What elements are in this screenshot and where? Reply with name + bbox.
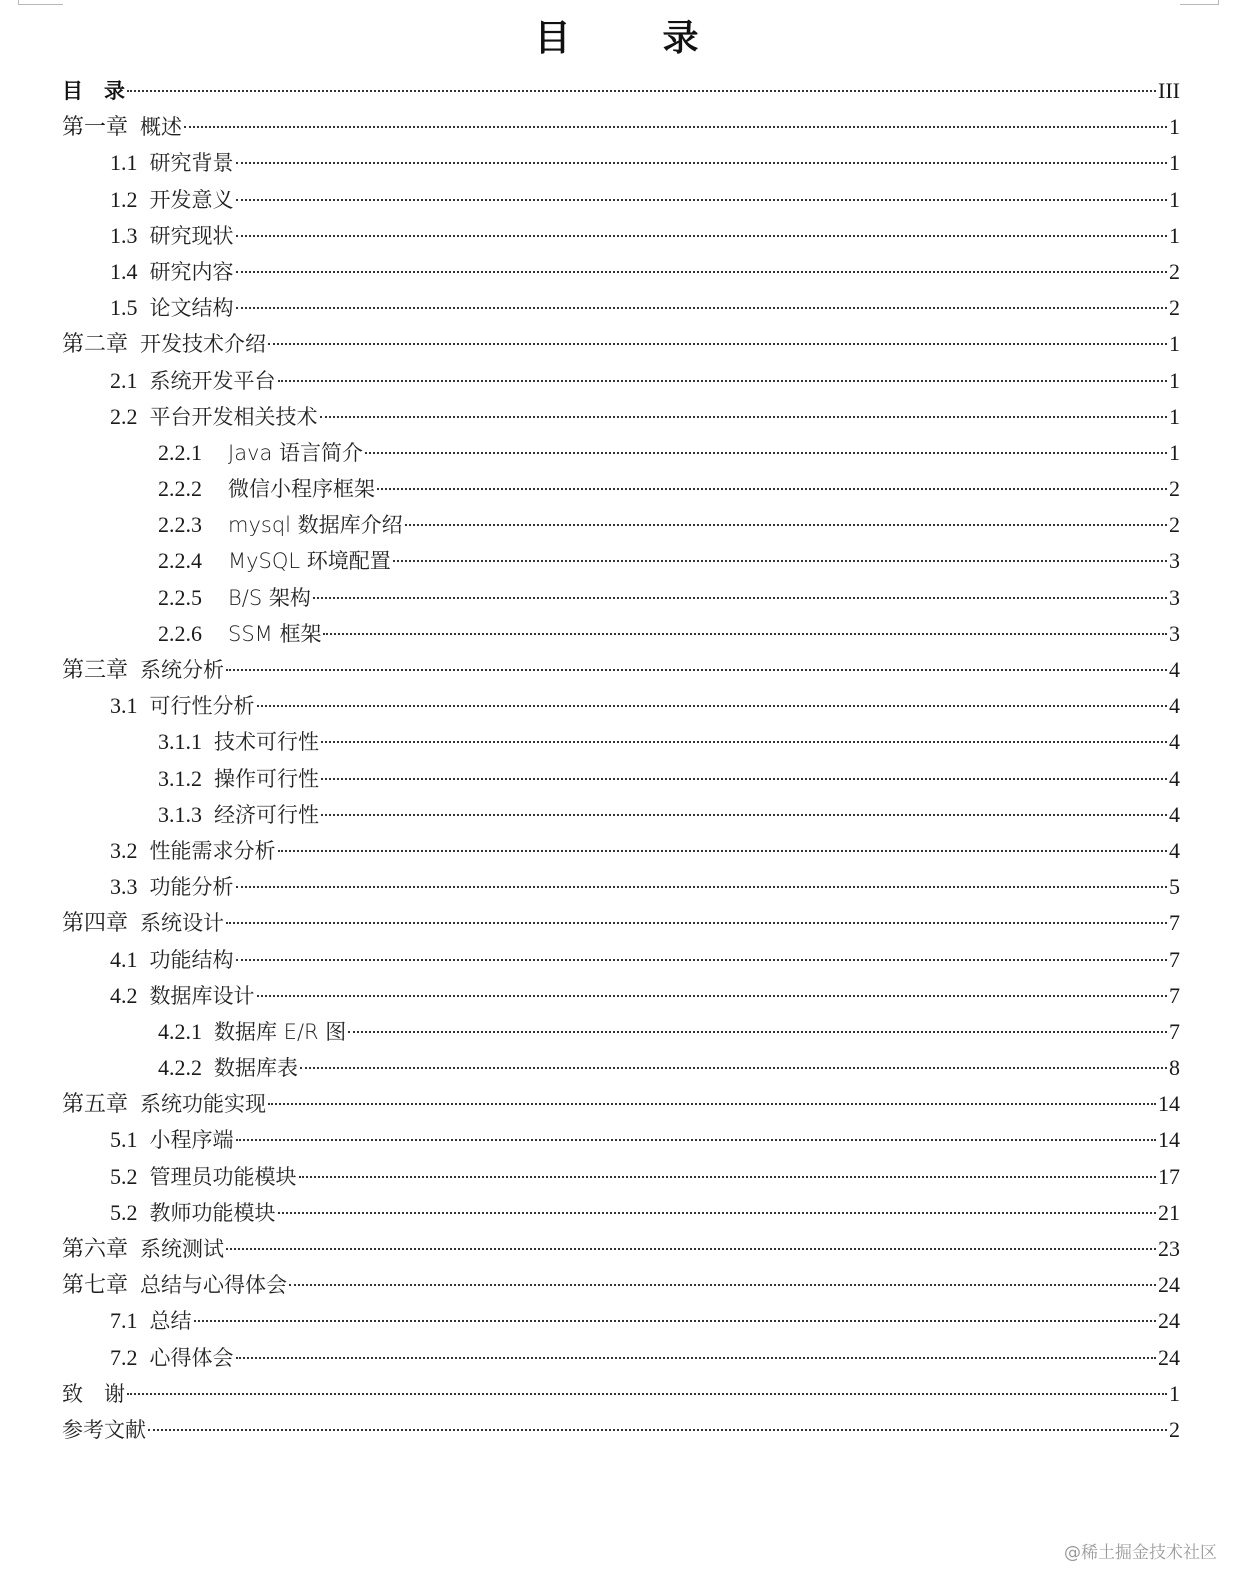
toc-entry-content bbox=[158, 616, 1180, 652]
toc-entry-1[interactable] bbox=[0, 109, 1233, 145]
toc-entry-28[interactable] bbox=[0, 1086, 1233, 1122]
toc-entry-title: 数据库表 bbox=[214, 1056, 298, 1081]
toc-entry-18[interactable] bbox=[0, 724, 1233, 760]
toc-entry-27[interactable] bbox=[0, 1050, 1233, 1086]
toc-entry-page: 7 bbox=[1169, 1018, 1180, 1044]
toc-entry-36[interactable] bbox=[0, 1376, 1233, 1412]
toc-entry-content bbox=[110, 978, 1180, 1014]
toc-entry-content bbox=[110, 942, 1180, 978]
dot-leader bbox=[320, 416, 1168, 418]
toc-entry-page: 2 bbox=[1169, 258, 1180, 284]
toc-entry-content bbox=[62, 1086, 1180, 1122]
toc-entry-12[interactable] bbox=[0, 507, 1233, 543]
toc-entry-content bbox=[62, 1231, 1180, 1267]
dot-leader bbox=[226, 669, 1167, 671]
toc-entry-title: 致 谢 bbox=[62, 1381, 125, 1406]
toc-entry-title: 系统功能实现 bbox=[140, 1092, 267, 1117]
toc-entry-page: 1 bbox=[1169, 1380, 1180, 1406]
toc-entry-number: 5.1 bbox=[110, 1127, 138, 1153]
toc-entry-14[interactable] bbox=[0, 580, 1233, 616]
toc-entry-23[interactable] bbox=[0, 905, 1233, 941]
toc-list bbox=[0, 73, 1233, 1448]
toc-entry-number: 1.5 bbox=[110, 295, 138, 321]
toc-entry-number: 4.2.2 bbox=[158, 1055, 202, 1081]
toc-entry-title: 小程序端 bbox=[149, 1128, 234, 1153]
toc-entry-number: 1.3 bbox=[110, 222, 138, 248]
toc-entry-title: 性能需求分析 bbox=[149, 838, 276, 863]
toc-entry-title: 操作可行性 bbox=[214, 766, 319, 791]
toc-entry-26[interactable] bbox=[0, 1014, 1233, 1050]
dot-leader bbox=[127, 1393, 1167, 1395]
toc-entry-page: 3 bbox=[1169, 620, 1180, 646]
toc-entry-page: 2 bbox=[1169, 1416, 1180, 1442]
toc-entry-number: 1.2 bbox=[110, 186, 138, 212]
toc-entry-page: 4 bbox=[1169, 801, 1180, 827]
toc-entry-content bbox=[110, 399, 1180, 435]
dot-leader bbox=[278, 850, 1168, 852]
toc-entry-number: 第二章 bbox=[62, 331, 129, 357]
toc-entry-number: 5.2 bbox=[110, 1199, 138, 1225]
toc-entry-title: 研究内容 bbox=[149, 259, 234, 284]
toc-entry-4[interactable] bbox=[0, 218, 1233, 254]
toc-entry-number: 第七章 bbox=[62, 1272, 129, 1298]
toc-entry-page: 2 bbox=[1169, 512, 1180, 538]
toc-entry-content bbox=[62, 1267, 1180, 1303]
toc-entry-10[interactable] bbox=[0, 435, 1233, 471]
toc-entry-title: 管理员功能模块 bbox=[149, 1164, 297, 1189]
page-title: 目 录 bbox=[534, 18, 727, 59]
toc-entry-17[interactable] bbox=[0, 688, 1233, 724]
toc-entry-content bbox=[110, 1303, 1180, 1339]
toc-entry-21[interactable] bbox=[0, 833, 1233, 869]
toc-entry-title: 总结与心得体会 bbox=[140, 1273, 288, 1298]
toc-entry-page: 4 bbox=[1169, 837, 1180, 863]
toc-entry-page: 7 bbox=[1169, 946, 1180, 972]
toc-entry-title: mysql 数据库介绍 bbox=[228, 513, 403, 538]
toc-entry-title: MySQL 环境配置 bbox=[228, 549, 391, 574]
toc-entry-content bbox=[158, 435, 1180, 471]
toc-entry-page: 7 bbox=[1169, 982, 1180, 1008]
toc-entry-content bbox=[110, 254, 1180, 290]
toc-entry-content bbox=[62, 652, 1180, 688]
toc-entry-7[interactable] bbox=[0, 326, 1233, 362]
toc-entry-title: 研究背景 bbox=[149, 151, 234, 176]
toc-entry-page: 14 bbox=[1158, 1127, 1180, 1153]
toc-entry-title: 论文结构 bbox=[149, 296, 234, 321]
toc-entry-20[interactable] bbox=[0, 797, 1233, 833]
toc-entry-content bbox=[62, 1412, 1180, 1448]
dot-leader bbox=[393, 560, 1167, 562]
toc-entry-number: 4.2.1 bbox=[158, 1018, 202, 1044]
toc-entry-title: 系统分析 bbox=[140, 658, 225, 682]
table-of-contents bbox=[0, 73, 1233, 1448]
dot-leader bbox=[236, 959, 1168, 961]
toc-entry-page: 17 bbox=[1158, 1163, 1180, 1189]
toc-entry-title: Java 语言简介 bbox=[228, 440, 364, 465]
toc-entry-page: 1 bbox=[1169, 367, 1180, 393]
toc-entry-content bbox=[110, 1122, 1180, 1158]
toc-entry-content bbox=[158, 543, 1180, 579]
toc-entry-page: 24 bbox=[1158, 1272, 1180, 1298]
toc-entry-31[interactable] bbox=[0, 1195, 1233, 1231]
dot-leader bbox=[365, 452, 1167, 454]
dot-leader bbox=[321, 741, 1167, 743]
toc-entry-page: 1 bbox=[1169, 403, 1180, 429]
toc-entry-content bbox=[110, 869, 1180, 905]
dot-leader bbox=[268, 1103, 1156, 1105]
toc-entry-page: 21 bbox=[1158, 1199, 1180, 1225]
dot-leader bbox=[257, 705, 1168, 707]
toc-entry-title: 概述 bbox=[140, 115, 183, 140]
toc-entry-title: 经济可行性 bbox=[214, 802, 319, 827]
toc-entry-title: 教师功能模块 bbox=[149, 1200, 276, 1225]
toc-entry-content bbox=[110, 218, 1180, 254]
toc-entry-35[interactable] bbox=[0, 1340, 1233, 1376]
dot-leader bbox=[300, 1067, 1167, 1069]
toc-entry-number: 3.1.2 bbox=[158, 765, 202, 791]
toc-entry-page: 2 bbox=[1169, 295, 1180, 321]
toc-entry-number: 3.1.1 bbox=[158, 729, 202, 755]
toc-entry-title: 参考文献 bbox=[62, 1417, 146, 1442]
toc-entry-number: 3.3 bbox=[110, 874, 138, 900]
toc-entry-16[interactable] bbox=[0, 652, 1233, 688]
page-corner-mark-left bbox=[18, 0, 63, 5]
toc-entry-content bbox=[110, 363, 1180, 399]
watermark: @稀土掘金技术社区 bbox=[1064, 1543, 1217, 1563]
toc-entry-content bbox=[110, 833, 1180, 869]
toc-entry-content bbox=[110, 1195, 1180, 1231]
toc-entry-25[interactable] bbox=[0, 978, 1233, 1014]
toc-entry-number: 2.2.6 bbox=[158, 620, 202, 646]
toc-entry-page: 1 bbox=[1169, 222, 1180, 248]
toc-entry-title: 功能结构 bbox=[149, 947, 234, 972]
toc-entry-number: 3.1.3 bbox=[158, 801, 202, 827]
toc-entry-content bbox=[62, 109, 1180, 145]
dot-leader bbox=[278, 380, 1168, 382]
toc-entry-page: 3 bbox=[1169, 548, 1180, 574]
toc-entry-title: 研究现状 bbox=[149, 223, 234, 248]
toc-entry-19[interactable] bbox=[0, 761, 1233, 797]
toc-entry-number: 第五章 bbox=[62, 1091, 129, 1117]
toc-entry-title: 系统设计 bbox=[140, 911, 225, 936]
toc-entry-number: 4.2 bbox=[110, 982, 138, 1008]
toc-entry-title: 可行性分析 bbox=[149, 694, 255, 719]
toc-entry-content bbox=[110, 1340, 1180, 1376]
toc-entry-29[interactable] bbox=[0, 1122, 1233, 1158]
dot-leader bbox=[226, 922, 1167, 924]
toc-entry-page: 1 bbox=[1169, 150, 1180, 176]
toc-entry-title: 功能分析 bbox=[149, 875, 234, 900]
toc-entry-33[interactable] bbox=[0, 1267, 1233, 1303]
dot-leader bbox=[377, 488, 1167, 490]
toc-entry-number: 第三章 bbox=[62, 657, 129, 682]
toc-entry-number: 第四章 bbox=[62, 910, 129, 936]
dot-leader bbox=[323, 633, 1167, 635]
toc-entry-number: 1.1 bbox=[110, 150, 138, 176]
dot-leader bbox=[321, 778, 1167, 780]
dot-leader bbox=[236, 162, 1168, 164]
toc-entry-number: 第一章 bbox=[62, 114, 129, 140]
toc-entry-32[interactable] bbox=[0, 1231, 1233, 1267]
toc-entry-title: 系统测试 bbox=[140, 1237, 225, 1261]
dot-leader bbox=[278, 1212, 1157, 1214]
dot-leader bbox=[194, 1320, 1157, 1322]
toc-entry-content bbox=[158, 724, 1180, 760]
toc-entry-15[interactable] bbox=[0, 616, 1233, 652]
toc-entry-5[interactable] bbox=[0, 254, 1233, 290]
toc-entry-page: 24 bbox=[1158, 1344, 1180, 1370]
toc-entry-13[interactable] bbox=[0, 543, 1233, 579]
toc-entry-9[interactable] bbox=[0, 399, 1233, 435]
toc-entry-content bbox=[158, 1014, 1180, 1050]
toc-entry-content bbox=[158, 797, 1180, 833]
toc-entry-content bbox=[62, 905, 1180, 941]
toc-entry-3[interactable] bbox=[0, 182, 1233, 218]
toc-entry-number: 2.2.2 bbox=[158, 476, 202, 502]
toc-entry-page: 1 bbox=[1169, 114, 1180, 140]
toc-entry-content bbox=[62, 1376, 1180, 1412]
toc-entry-content bbox=[62, 73, 1180, 109]
toc-entry-page: 4 bbox=[1169, 657, 1180, 682]
toc-entry-number: 4.1 bbox=[110, 946, 138, 972]
toc-entry-number: 5.2 bbox=[110, 1163, 138, 1189]
toc-entry-37[interactable] bbox=[0, 1412, 1233, 1448]
toc-entry-number: 2.2.5 bbox=[158, 584, 202, 610]
dot-leader bbox=[236, 199, 1168, 201]
toc-entry-content bbox=[158, 761, 1180, 797]
toc-entry-page: 3 bbox=[1169, 584, 1180, 610]
toc-entry-number: 2.2.3 bbox=[158, 512, 202, 538]
toc-entry-content bbox=[158, 471, 1180, 507]
toc-entry-number: 1.4 bbox=[110, 258, 138, 284]
toc-entry-page: 8 bbox=[1169, 1055, 1180, 1081]
toc-entry-page: 1 bbox=[1169, 186, 1180, 212]
toc-entry-number: 2.2 bbox=[110, 403, 138, 429]
page-corner-mark-right bbox=[1180, 0, 1219, 5]
toc-entry-page: 1 bbox=[1169, 331, 1180, 357]
toc-entry-content bbox=[158, 507, 1180, 543]
toc-entry-0[interactable] bbox=[0, 73, 1233, 109]
dot-leader bbox=[236, 235, 1168, 237]
toc-entry-title: B/S 架构 bbox=[228, 585, 311, 610]
toc-entry-page: 4 bbox=[1169, 765, 1180, 791]
toc-entry-page: 5 bbox=[1169, 874, 1180, 900]
dot-leader bbox=[348, 1031, 1167, 1033]
toc-entry-11[interactable] bbox=[0, 471, 1233, 507]
toc-entry-page: 1 bbox=[1169, 439, 1180, 465]
toc-entry-page: 4 bbox=[1169, 693, 1180, 719]
toc-entry-page: 14 bbox=[1158, 1091, 1180, 1117]
toc-entry-title: 心得体会 bbox=[149, 1345, 234, 1370]
dot-leader bbox=[257, 995, 1168, 997]
dot-leader bbox=[321, 814, 1167, 816]
toc-entry-8[interactable] bbox=[0, 363, 1233, 399]
dot-leader bbox=[299, 1176, 1157, 1178]
dot-leader bbox=[226, 1248, 1156, 1250]
toc-entry-number: 2.1 bbox=[110, 367, 138, 393]
toc-entry-24[interactable] bbox=[0, 942, 1233, 978]
toc-entry-title: 技术可行性 bbox=[214, 730, 319, 755]
toc-entry-title: SSM 框架 bbox=[228, 621, 322, 646]
toc-entry-title: 数据库 E/R 图 bbox=[214, 1019, 347, 1044]
toc-entry-number: 2.2.4 bbox=[158, 548, 202, 574]
dot-leader bbox=[184, 126, 1167, 128]
toc-entry-number: 3.2 bbox=[110, 837, 138, 863]
toc-entry-content bbox=[158, 580, 1180, 616]
toc-entry-title: 开发意义 bbox=[149, 187, 234, 212]
dot-leader bbox=[236, 271, 1168, 273]
toc-entry-page: III bbox=[1158, 78, 1180, 103]
toc-entry-title: 数据库设计 bbox=[149, 983, 255, 1008]
dot-leader bbox=[268, 343, 1167, 345]
dot-leader bbox=[236, 886, 1168, 888]
toc-entry-content bbox=[110, 290, 1180, 326]
toc-entry-content bbox=[158, 1050, 1180, 1086]
toc-entry-title: 开发技术介绍 bbox=[140, 332, 267, 357]
toc-entry-22[interactable] bbox=[0, 869, 1233, 905]
toc-entry-page: 7 bbox=[1169, 910, 1180, 936]
dot-leader bbox=[289, 1284, 1156, 1286]
toc-entry-page: 24 bbox=[1158, 1308, 1180, 1334]
dot-leader bbox=[148, 1429, 1167, 1431]
toc-entry-6[interactable] bbox=[0, 290, 1233, 326]
toc-entry-number: 3.1 bbox=[110, 693, 138, 719]
toc-entry-content bbox=[110, 145, 1180, 181]
dot-leader bbox=[236, 1139, 1157, 1141]
toc-entry-content bbox=[110, 688, 1180, 724]
toc-entry-content bbox=[110, 1159, 1180, 1195]
dot-leader bbox=[405, 524, 1167, 526]
toc-entry-number: 第六章 bbox=[62, 1236, 129, 1261]
toc-entry-title: 平台开发相关技术 bbox=[149, 404, 318, 429]
dot-leader bbox=[236, 1357, 1157, 1359]
toc-entry-page: 23 bbox=[1158, 1236, 1180, 1261]
toc-entry-title: 目 录 bbox=[62, 79, 125, 103]
toc-entry-page: 4 bbox=[1169, 729, 1180, 755]
toc-entry-2[interactable] bbox=[0, 145, 1233, 181]
dot-leader bbox=[236, 307, 1168, 309]
dot-leader bbox=[127, 90, 1156, 92]
toc-entry-title: 总结 bbox=[149, 1309, 192, 1334]
toc-entry-30[interactable] bbox=[0, 1159, 1233, 1195]
toc-entry-number: 7.1 bbox=[110, 1308, 138, 1334]
toc-entry-content bbox=[62, 326, 1180, 362]
toc-entry-content bbox=[110, 182, 1180, 218]
toc-entry-title: 系统开发平台 bbox=[149, 368, 276, 393]
toc-entry-page: 2 bbox=[1169, 476, 1180, 502]
toc-entry-34[interactable] bbox=[0, 1303, 1233, 1339]
toc-entry-title: 微信小程序框架 bbox=[228, 477, 375, 502]
toc-entry-number: 2.2.1 bbox=[158, 439, 202, 465]
dot-leader bbox=[313, 597, 1167, 599]
toc-entry-number: 7.2 bbox=[110, 1344, 138, 1370]
